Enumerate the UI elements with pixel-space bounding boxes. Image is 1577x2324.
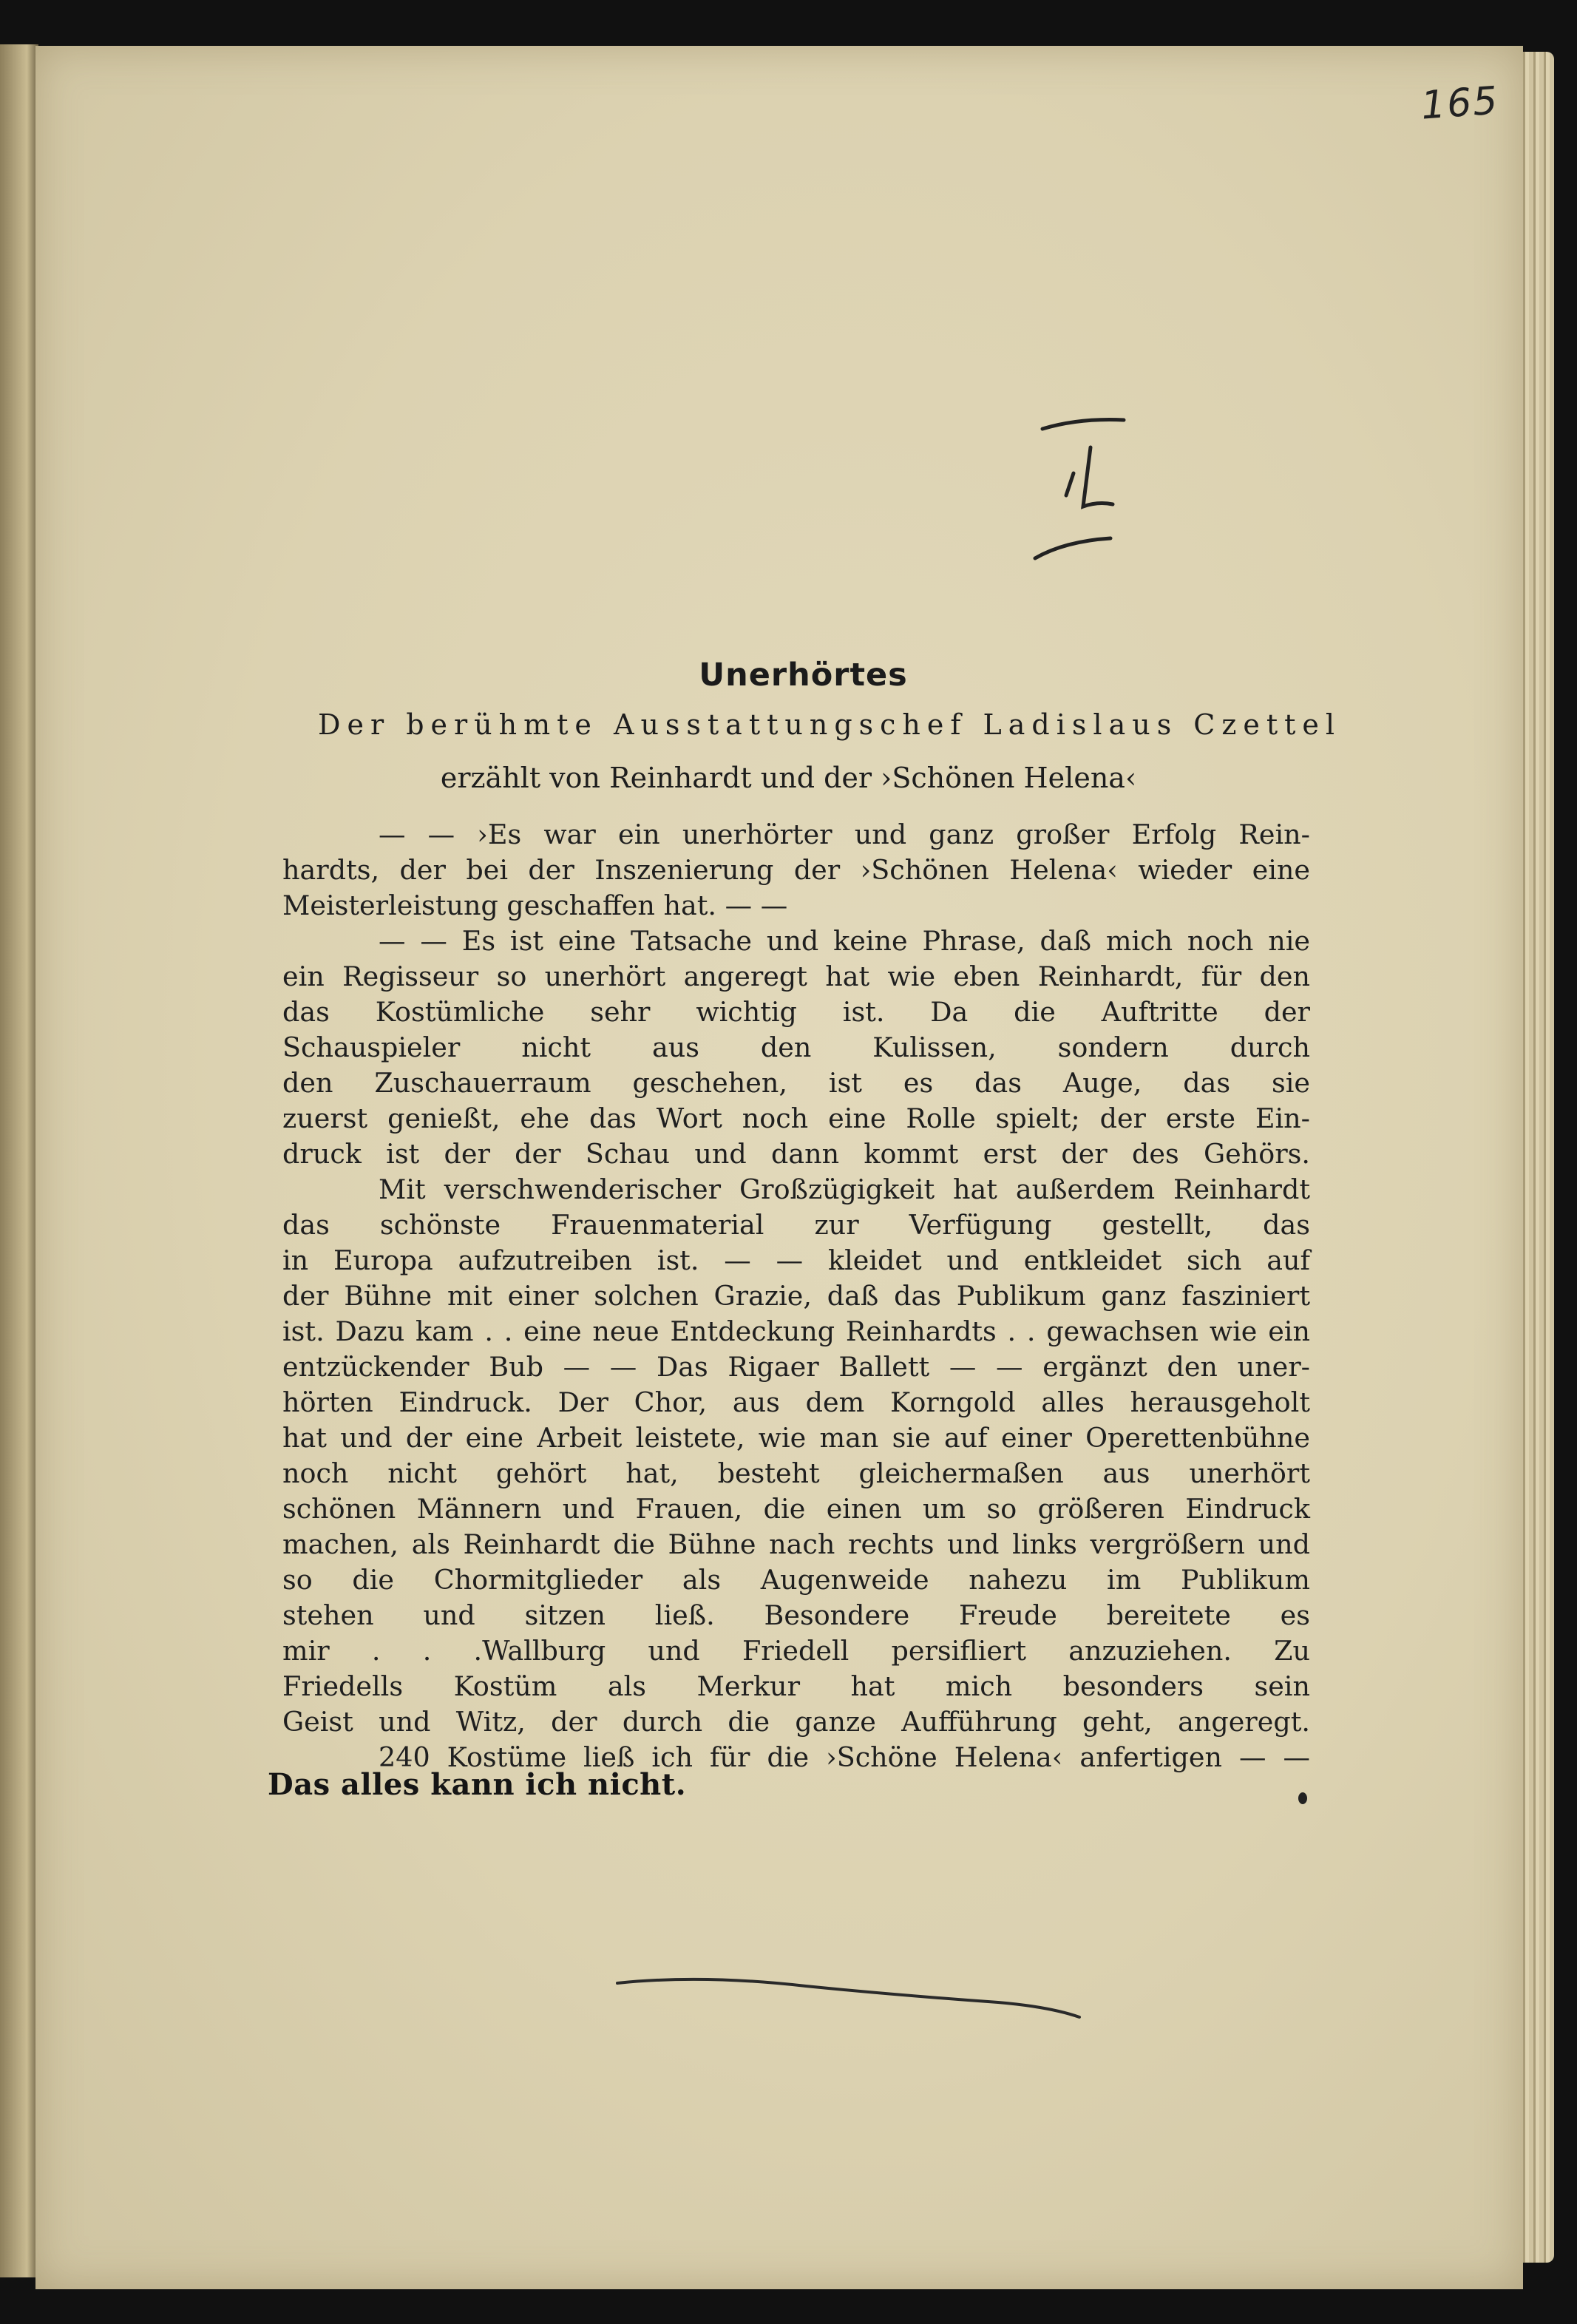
text-line: das schönste Frauenmaterial zur Verfügung gestellt, das	[282, 1209, 1310, 1241]
text-line: Geist und Witz, der durch die ganze Aufführung geht, angeregt.	[282, 1706, 1310, 1738]
handwritten-rule-icon	[614, 1967, 1087, 2026]
text-line: hardts, der bei der Inszenierung der ›Schönen Helena‹ wieder eine	[282, 854, 1310, 886]
text-line: der Bühne mit einer solchen Grazie, daß das Publikum ganz fasziniert	[282, 1280, 1310, 1312]
text-line: schönen Männern und Frauen, die einen um so größeren Eindruck	[282, 1493, 1310, 1525]
text-line: hat und der eine Arbeit leistete, wie man sie auf einer Operettenbühne	[282, 1422, 1310, 1454]
text-line: das Kostümliche sehr wichtig ist. Da die Auftritte der	[282, 996, 1310, 1028]
text-line: noch nicht gehört hat, besteht gleichermaßen aus unerhört	[282, 1457, 1310, 1489]
text-line: 240 Kostüme ließ ich für die ›Schöne Helena‹ anfertigen — —	[379, 1741, 1310, 1773]
article-subtitle-2: erzählt von Reinhardt und der ›Schönen Helena‹	[440, 762, 1137, 794]
text-line: — — ›Es war ein unerhörter und ganz großer Erfolg Rein-	[379, 819, 1310, 850]
article-title: Unerhörtes	[699, 657, 908, 694]
text-line: stehen und sitzen ließ. Besondere Freude bereitete es	[282, 1599, 1310, 1631]
text-line: mir . . .Wallburg und Friedell persifliert anzuziehen. Zu	[282, 1635, 1310, 1667]
handwritten-mark-icon	[1028, 414, 1131, 562]
text-line: hörten Eindruck. Der Chor, aus dem Korngold alles herausgeholt	[282, 1386, 1310, 1418]
text-line: in Europa aufzutreiben ist. — — kleidet und entkleidet sich auf	[282, 1244, 1310, 1276]
closing-line: Das alles kann ich nicht.	[268, 1767, 687, 1802]
text-line: machen, als Reinhardt die Bühne nach rechts und links vergrößern und	[282, 1528, 1310, 1560]
text-line: so die Chormitglieder als Augenweide nahezu im Publikum	[282, 1564, 1310, 1596]
ink-dot-icon	[1298, 1792, 1307, 1804]
text-line: Schauspieler nicht aus den Kulissen, sondern durch	[282, 1031, 1310, 1063]
text-line: druck ist der der Schau und dann kommt erst der des Gehörs.	[282, 1138, 1310, 1170]
article-subtitle: Der berühmte Ausstattungschef Ladislaus Czettel	[318, 708, 1342, 741]
text-line: Meisterleistung geschaffen hat. — —	[282, 890, 788, 921]
text-line: zuerst genießt, ehe das Wort noch eine Rolle spielt; der erste Ein-	[282, 1102, 1310, 1134]
folio-number: 165	[1420, 78, 1501, 129]
text-line: — — Es ist eine Tatsache und keine Phrase, daß mich noch nie	[379, 925, 1310, 957]
text-line: entzückender Bub — — Das Rigaer Ballett — — ergänzt den uner-	[282, 1351, 1310, 1383]
text-line: ein Regisseur so unerhört angeregt hat wie eben Reinhardt, für den	[282, 961, 1310, 992]
left-page-edge	[0, 44, 38, 2277]
text-line: Friedells Kostüm als Merkur hat mich besonders sein	[282, 1670, 1310, 1702]
article-body	[282, 817, 1310, 1775]
text-line: den Zuschauerraum geschehen, ist es das Auge, das sie	[282, 1067, 1310, 1099]
text-line: Mit verschwenderischer Großzügigkeit hat außerdem Reinhardt	[379, 1173, 1310, 1205]
text-line: ist. Dazu kam . . eine neue Entdeckung Reinhardts . . gewachsen wie ein	[282, 1315, 1310, 1347]
